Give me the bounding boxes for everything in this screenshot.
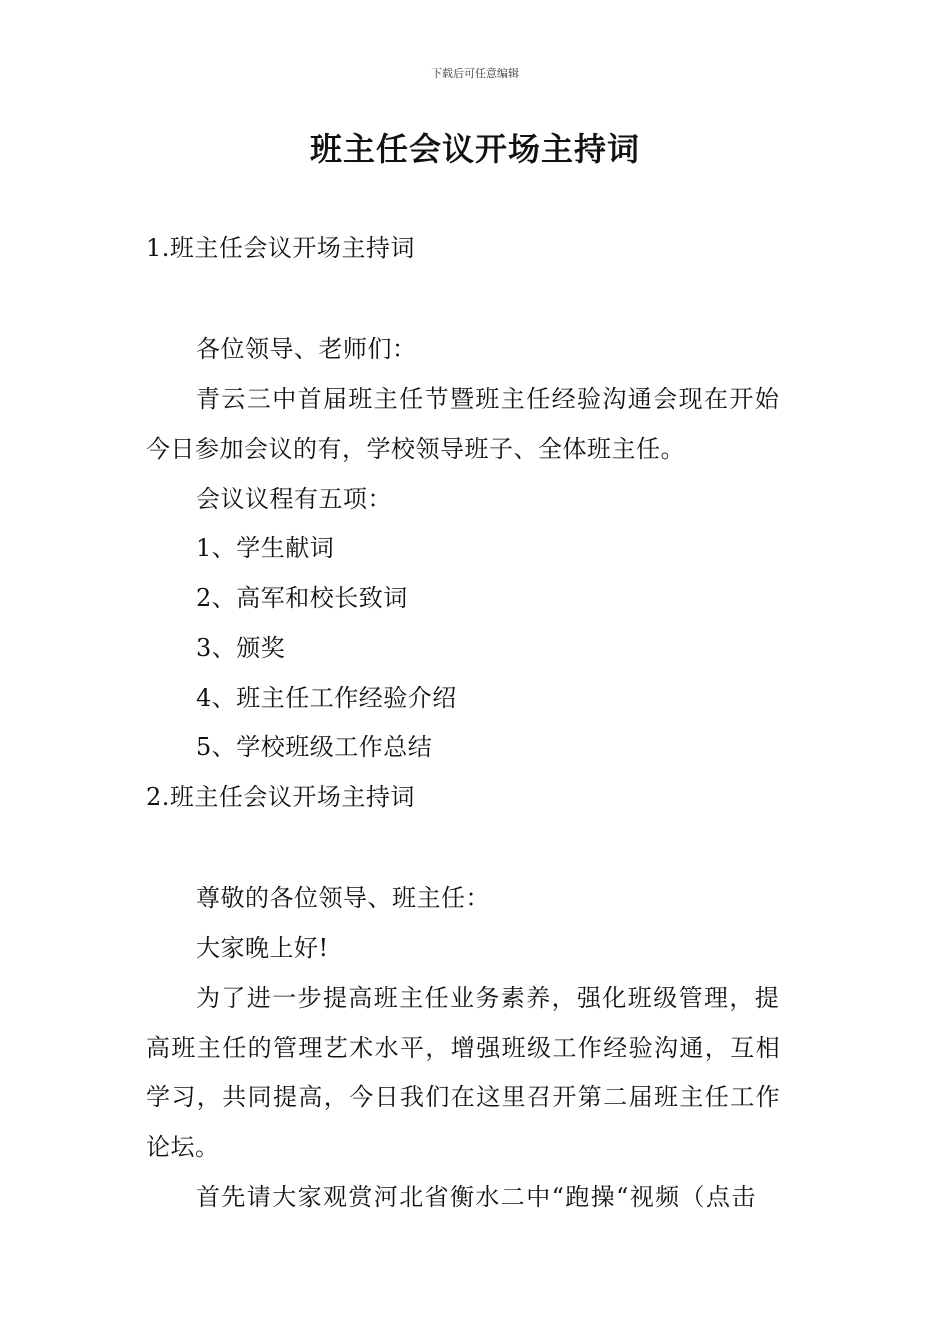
paragraph-line: 青云三中首届班主任节暨班主任经验沟通会现在开始 bbox=[196, 385, 781, 413]
document-title: 班主任会议开场主持词 bbox=[309, 130, 640, 168]
paragraph-line: 学习，共同提高，今日我们在这里召开第二届班主任工作 bbox=[146, 1083, 781, 1111]
paragraph-line: 论坛。 bbox=[146, 1133, 220, 1161]
paragraph-line: 会议议程有五项： bbox=[196, 485, 392, 513]
agenda-item: 1、学生献词 bbox=[196, 534, 335, 562]
agenda-item: 3、颁奖 bbox=[196, 634, 286, 662]
agenda-item: 5、学校班级工作总结 bbox=[196, 733, 433, 761]
agenda-item: 2、高军和校长致词 bbox=[196, 584, 408, 612]
paragraph-line: 今日参加会议的有，学校领导班子、全体班主任。 bbox=[146, 435, 685, 463]
header-note: 下载后可任意编辑 bbox=[431, 67, 519, 80]
paragraph-line: 为了进一步提高班主任业务素养，强化班级管理，提 bbox=[196, 984, 781, 1012]
agenda-item: 4、班主任工作经验介绍 bbox=[196, 684, 457, 712]
paragraph-line: 大家晚上好! bbox=[196, 934, 329, 962]
paragraph-line: 高班主任的管理艺术水平，增强班级工作经验沟通，互相 bbox=[146, 1034, 781, 1062]
section-heading-2: 2.班主任会议开场主持词 bbox=[146, 783, 415, 811]
paragraph-line: 首先请大家观赏河北省衡水二中“跑操“视频（点击 bbox=[196, 1183, 757, 1211]
section-heading-1: 1.班主任会议开场主持词 bbox=[146, 234, 415, 262]
paragraph-line: 各位领导、老师们： bbox=[196, 335, 417, 363]
paragraph-line: 尊敬的各位领导、班主任： bbox=[196, 884, 490, 912]
